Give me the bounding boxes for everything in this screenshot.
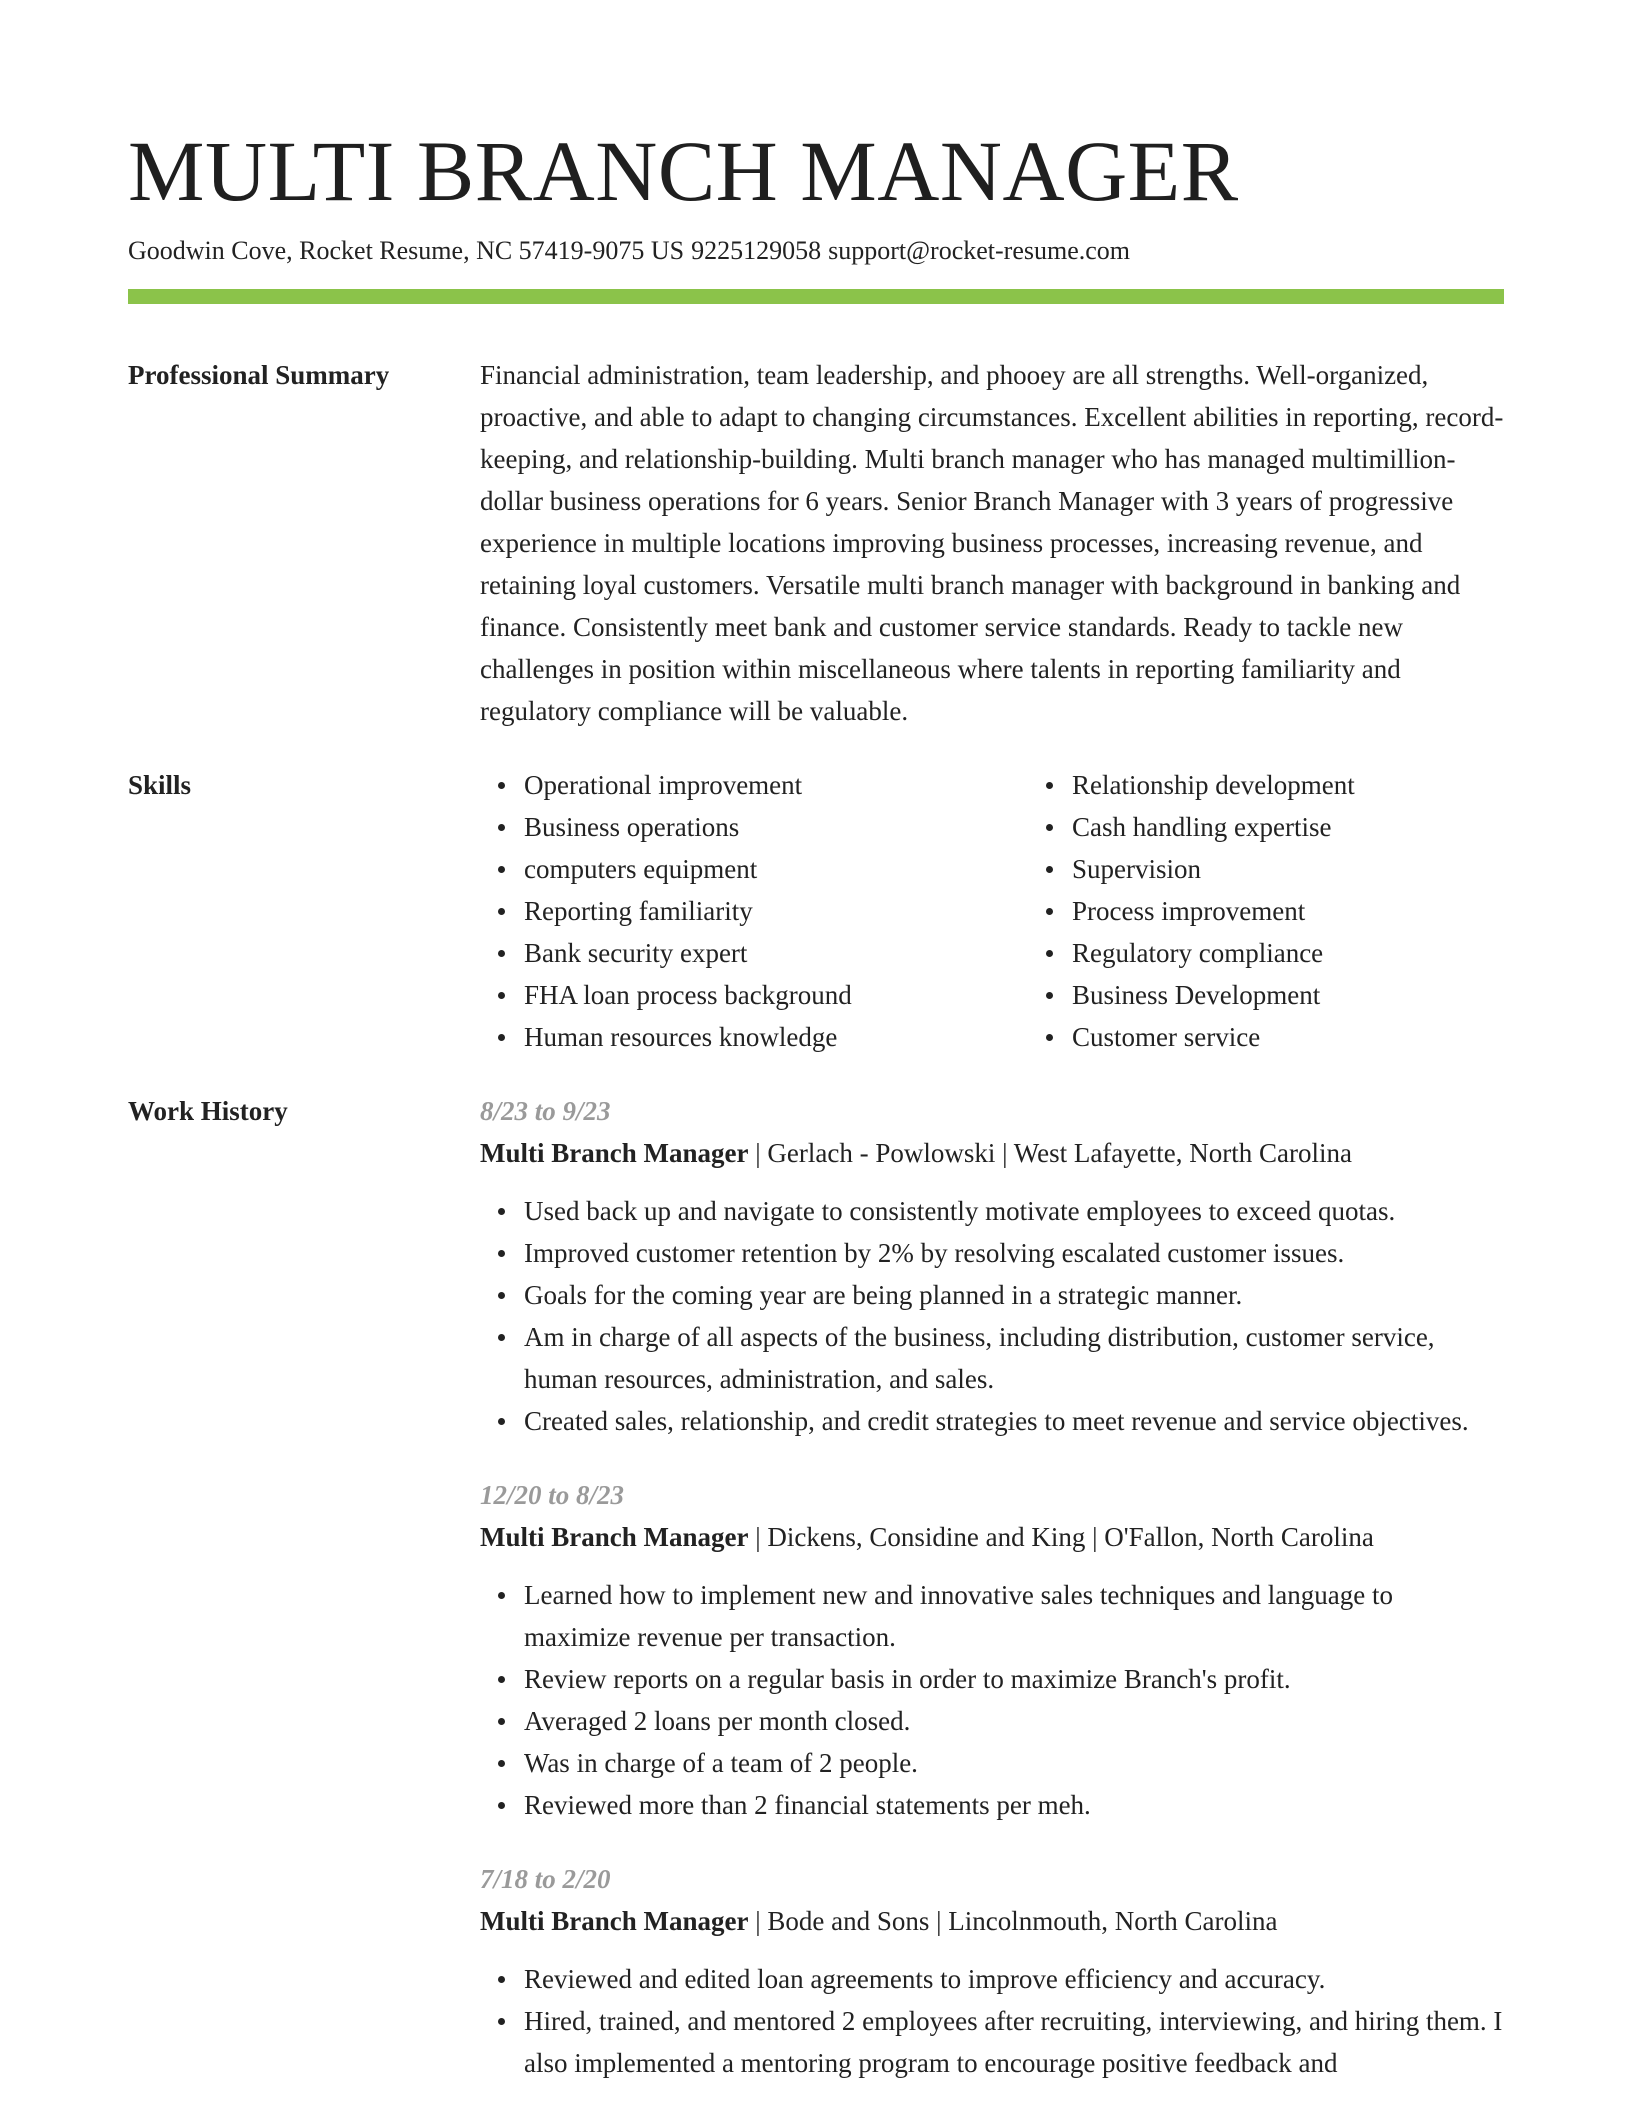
skill-item: computers equipment <box>524 848 1028 890</box>
job-entry <box>480 1858 1504 2084</box>
skill-item: Process improvement <box>1072 890 1552 932</box>
job-heading <box>480 1516 1504 1558</box>
section-title-work-history: Work History <box>128 1096 288 1126</box>
job-bullets <box>480 1958 1504 2084</box>
resume-page <box>128 0 1504 2116</box>
job-bullet: Reviewed and edited loan agreements to improve efficiency and accuracy. <box>524 1958 1504 2000</box>
work-history-section <box>128 1090 1504 2116</box>
skill-item: Supervision <box>1072 848 1552 890</box>
job-title: Multi Branch Manager <box>480 1906 749 1936</box>
job-bullet: Used back up and navigate to consistently motivate employees to exceed quotas. <box>524 1190 1504 1232</box>
contact-address: Goodwin Cove, Rocket Resume, NC 57419-9075 US <box>128 236 685 265</box>
job-title: Multi Branch Manager <box>480 1522 749 1552</box>
skill-item: Regulatory compliance <box>1072 932 1552 974</box>
skill-item: Relationship development <box>1072 764 1552 806</box>
job-dates: 12/20 to 8/23 <box>480 1480 625 1510</box>
job-bullet: Learned how to implement new and innovative sales techniques and language to maximize revenue per transaction. <box>524 1574 1504 1658</box>
skill-item: Business operations <box>524 806 1028 848</box>
skill-item: Business Development <box>1072 974 1552 1016</box>
skills-section <box>128 764 1504 1058</box>
job-bullets <box>480 1190 1504 1442</box>
section-title-skills: Skills <box>128 770 192 800</box>
section-title-summary: Professional Summary <box>128 360 390 390</box>
contact-phone: 9225129058 <box>691 236 822 265</box>
contact-email[interactable]: support@rocket-resume.com <box>828 236 1131 265</box>
job-dates: 8/23 to 9/23 <box>480 1096 611 1126</box>
summary-section <box>128 354 1504 732</box>
job-heading <box>480 1132 1504 1174</box>
job-details: | Gerlach - Powlowski | West Lafayette, North Carolina <box>748 1138 1352 1168</box>
job-details: | Bode and Sons | Lincolnmouth, North Carolina <box>748 1906 1278 1936</box>
job-bullet: Am in charge of all aspects of the business, including distribution, customer service, human resources, administration, and sales. <box>524 1316 1504 1400</box>
job-bullet: Was in charge of a team of 2 people. <box>524 1742 1504 1784</box>
contact-line <box>128 234 1504 268</box>
header-divider <box>128 289 1504 304</box>
job-bullet: Averaged 2 loans per month closed. <box>524 1700 1504 1742</box>
summary-text: Financial administration, team leadership, and phooey are all strengths. Well-organized, proactive, and able to adapt to changing circumstances. Excellent abilities in reporting, record-keeping, and relationship-building. Multi branch manager who has managed multimillion-dollar business operations for 6 years. Senior Branch Manager with 3 years of progressive experience in multiple locations improving business processes, increasing revenue, and retaining loyal customers. Versatile multi branch manager with background in banking and finance. Consistently meet bank and customer service standards. Ready to tackle new challenges in position within miscellaneous where talents in reporting familiarity and regulatory compliance will be valuable. <box>480 360 1504 726</box>
skill-item: Customer service <box>1072 1016 1552 1058</box>
job-details: | Dickens, Considine and King | O'Fallon, North Carolina <box>748 1522 1374 1552</box>
job-bullets <box>480 1574 1504 1826</box>
job-bullet: Review reports on a regular basis in order to maximize Branch's profit. <box>524 1658 1504 1700</box>
job-heading <box>480 1900 1504 1942</box>
job-bullet: Improved customer retention by 2% by resolving escalated customer issues. <box>524 1232 1504 1274</box>
skill-item: Human resources knowledge <box>524 1016 1028 1058</box>
skills-grid <box>480 764 1552 1058</box>
job-title: Multi Branch Manager <box>480 1138 749 1168</box>
skill-item: Cash handling expertise <box>1072 806 1552 848</box>
skill-item: Bank security expert <box>524 932 1028 974</box>
work-history-body <box>480 1090 1504 2116</box>
skills-column-left <box>480 764 1028 1058</box>
skill-item: Reporting familiarity <box>524 890 1028 932</box>
job-entry <box>480 1474 1504 1826</box>
job-bullet: Created sales, relationship, and credit strategies to meet revenue and service objectives. <box>524 1400 1504 1442</box>
job-entry <box>480 1090 1504 1442</box>
job-bullet: Hired, trained, and mentored 2 employees after recruiting, interviewing, and hiring them. I also implemented a mentoring program to encourage positive feedback and <box>524 2000 1504 2084</box>
job-bullet: Goals for the coming year are being planned in a strategic manner. <box>524 1274 1504 1316</box>
resume-name: MULTI BRANCH MANAGER <box>128 123 1239 219</box>
job-dates: 7/18 to 2/20 <box>480 1864 611 1894</box>
skill-item: FHA loan process background <box>524 974 1028 1016</box>
job-bullet: Reviewed more than 2 financial statements per meh. <box>524 1784 1504 1826</box>
skill-item: Operational improvement <box>524 764 1028 806</box>
skills-column-right <box>1028 764 1552 1058</box>
